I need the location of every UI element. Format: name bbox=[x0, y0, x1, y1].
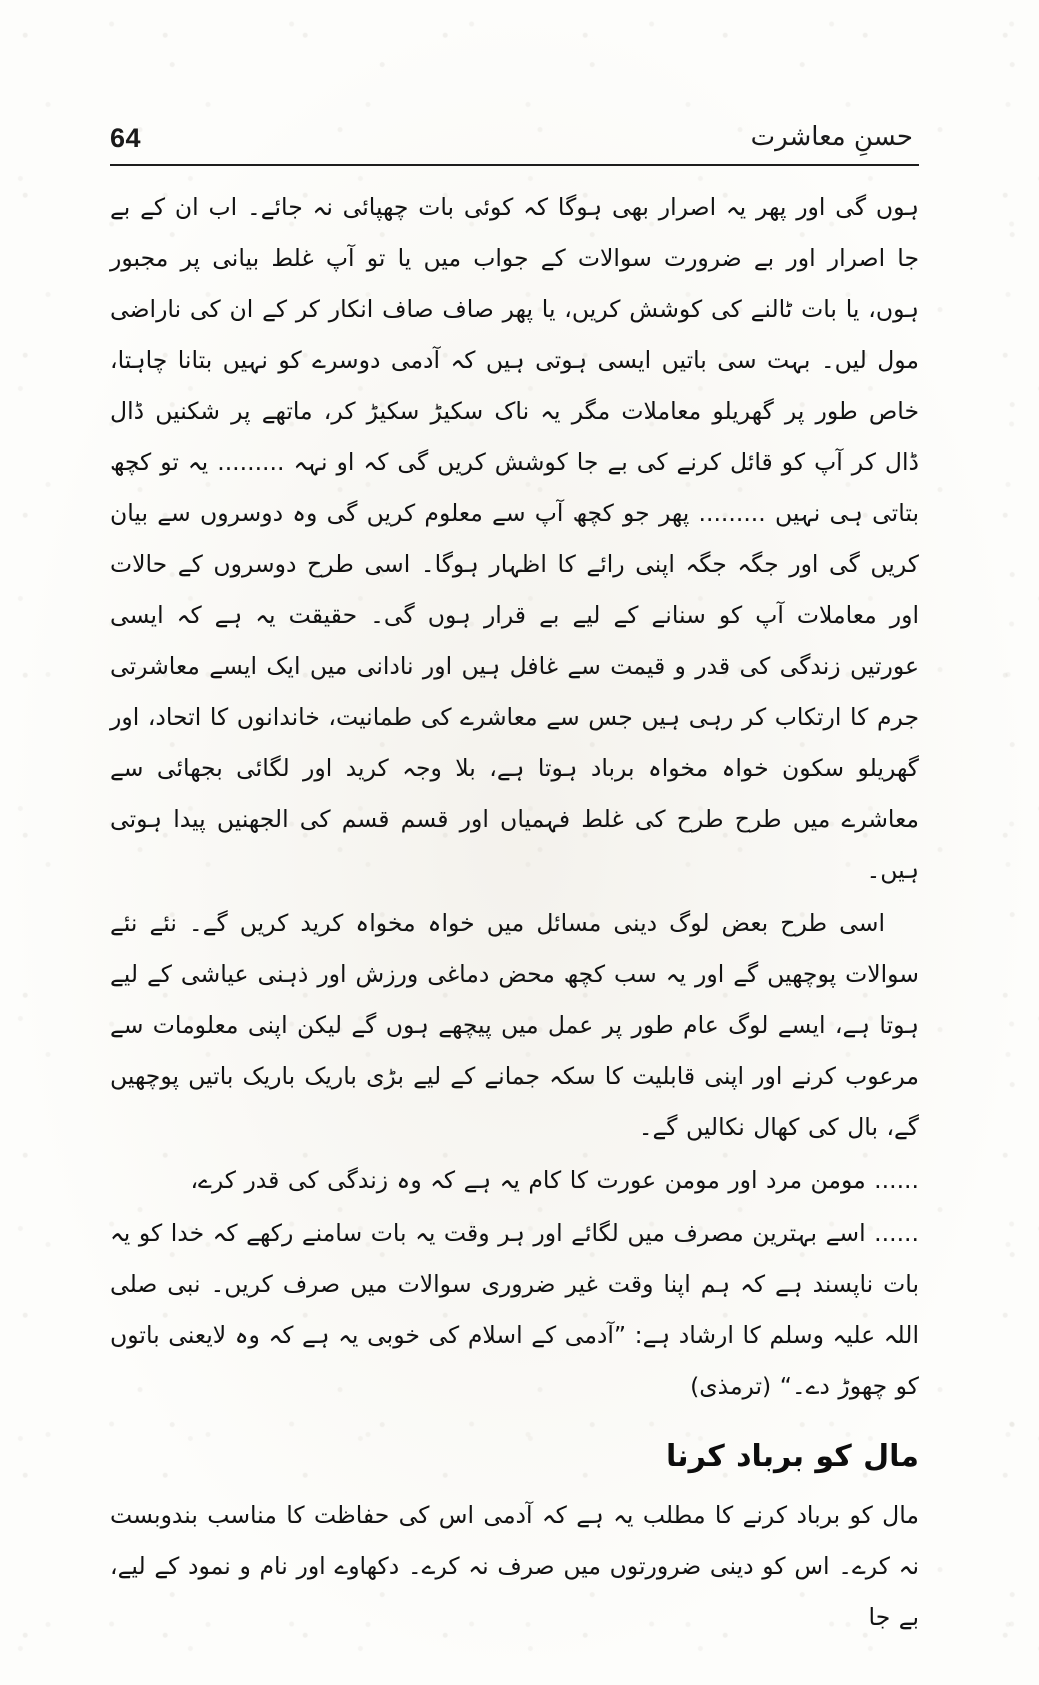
header-divider bbox=[110, 164, 919, 166]
page-header bbox=[110, 96, 919, 154]
page-body bbox=[110, 182, 919, 1643]
paragraph-4: ...... اسے بہترین مصرف میں لگائے اور ہر وقت یہ بات سامنے رکھے کہ خدا کو یہ بات ناپسند ہے کہ ہم اپنا وقت غیر ضروری سوالات میں صرف کریں۔ نبی صلی اللہ علیہ وسلم کا ارشاد ہے: ”آدمی کے اسلام کی خوبی یہ ہے کہ وہ لایعنی باتوں کو چھوڑ دے۔“ (ترمذی) bbox=[110, 1219, 919, 1400]
paragraph-3: ...... مومن مرد اور مومن عورت کا کام یہ ہے کہ وہ زندگی کی قدر کرے، bbox=[190, 1166, 919, 1194]
paragraph-1: ہوں گی اور پھر یہ اصرار بھی ہوگا کہ کوئی بات چھپائی نہ جائے۔ اب ان کے بے جا اصرار اور بے ضرورت سوالات کے جواب میں یا تو آپ غلط بیانی پر مجبور ہوں، یا بات ٹالنے کی کوشش کریں، یا پھر صاف صاف انکار کر کے ان کی ناراضی مول لیں۔ بہت سی باتیں ایسی ہوتی ہیں کہ آدمی دوسرے کو نہیں بتانا چاہتا، خاص طور پر گھریلو معاملات مگر یہ ناک سکیڑ سکیڑ کر، ماتھے پر شکنیں ڈال ڈال کر آپ کو قائل کرنے کی بے جا کوشش کریں گی کہ او نہہ ......... یہ تو کچھ بتاتی ہی نہیں ......... پھر جو کچھ آپ سے معلوم کریں گی وہ دوسروں سے بیان کریں گی اور جگہ جگہ اپنی رائے کا اظہار ہوگا۔ اسی طرح دوسروں کے حالات اور معاملات آپ کو سنانے کے لیے بے قرار ہوں گی۔ حقیقت یہ ہے کہ ایسی عورتیں زندگی کی قدر و قیمت سے غافل ہیں اور نادانی میں ایک ایسے معاشرتی جرم کا ارتکاب کر رہی ہیں جس سے معاشرے کی طمانیت، خاندانوں کا اتحاد، اور گھریلو سکون خواہ مخواہ برباد ہوتا ہے، بلا وجہ کرید اور لگائی بجھائی سے معاشرے میں طرح طرح کی غلط فہمیاں اور قسم قسم کی الجھنیں پیدا ہوتی ہیں۔ bbox=[110, 193, 919, 884]
book-title: حسنِ معاشرت bbox=[750, 122, 913, 152]
page-number: 64 bbox=[110, 123, 142, 153]
paragraph-2: اسی طرح بعض لوگ دینی مسائل میں خواہ مخواہ کرید کریں گے۔ نئے نئے سوالات پوچھیں گے اور یہ سب کچھ محض دماغی ورزش اور ذہنی عیاشی کے لیے ہوتا ہے، ایسے لوگ عام طور پر عمل میں پیچھے ہوں گے لیکن اپنی معلومات سے مرعوب کرنے اور اپنی قابلیت کا سکہ جمانے کے لیے بڑی باریک باریک باتیں پوچھیں گے، بال کی کھال نکالیں گے۔ bbox=[110, 909, 920, 1141]
closing-paragraph: مال کو برباد کرنے کا مطلب یہ ہے کہ آدمی اس کی حفاظت کا مناسب بندوبست نہ کرے۔ اس کو دینی ضرورتوں میں صرف نہ کرے۔ دکھاوے اور نام و نمود کے لیے، بے جا bbox=[110, 1501, 919, 1631]
section-heading: مال کو برباد کرنا bbox=[666, 1439, 919, 1474]
